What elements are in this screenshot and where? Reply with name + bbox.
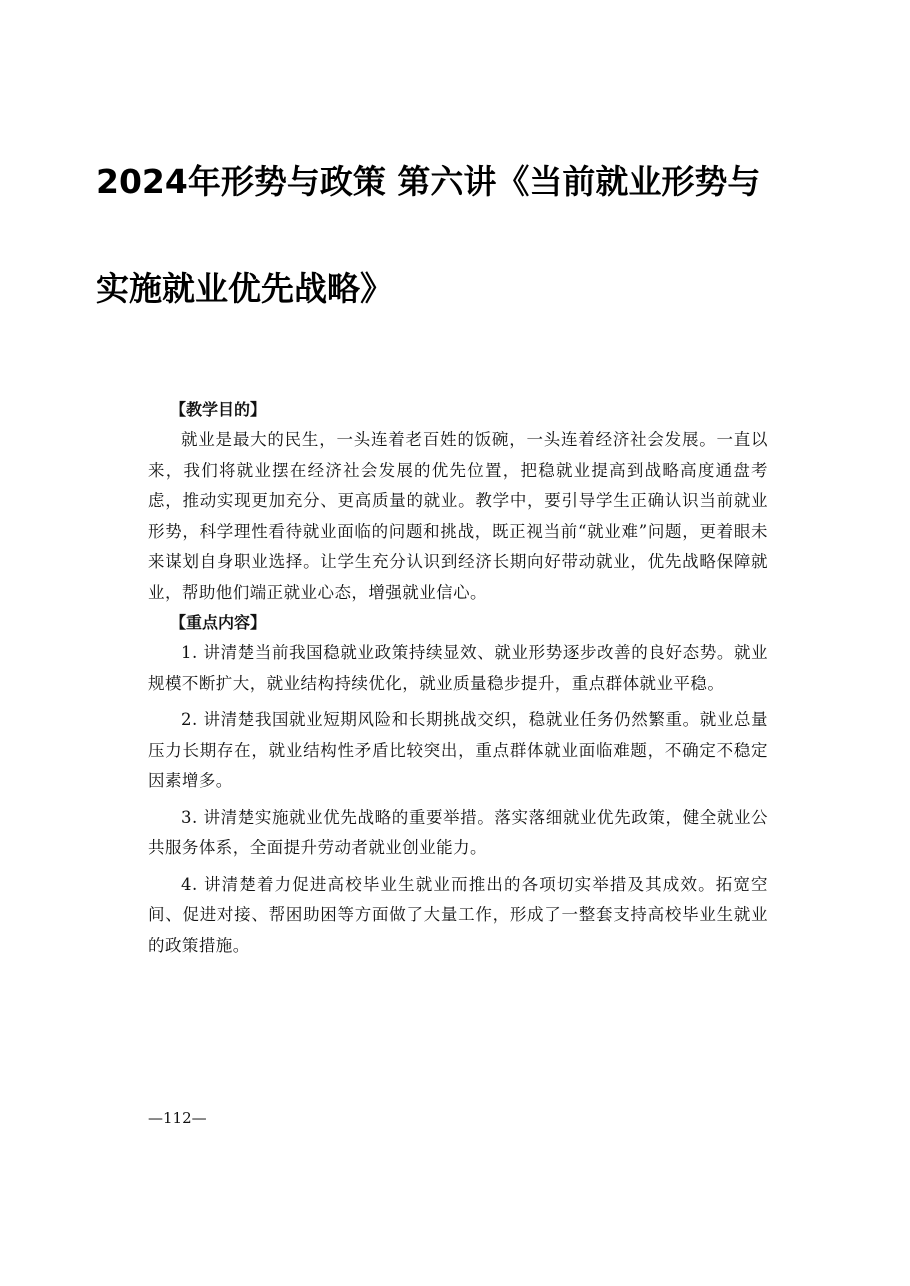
page-number: —112— [148,1109,207,1127]
key-point-4: 4. 讲清楚着力促进高校毕业生就业而推出的各项切实举措及其成效。拓宽空间、促进对接、帮困助困等方面做了大量工作，形成了一整套支持高校毕业生就业的政策措施。 [148,874,768,955]
key-point-1: 1. 讲清楚当前我国稳就业政策持续显效、就业形势逐步改善的良好态势。就业规模不断扩大，就业结构持续优化，就业质量稳步提升，重点群体就业平稳。 [148,643,768,693]
key-point-3: 3. 讲清楚实施就业优先战略的重要举措。落实落细就业优先政策，健全就业公共服务体系，全面提升劳动者就业创业能力。 [148,807,768,857]
document-body [148,395,768,967]
section-heading-key-content: 【重点内容】 [170,613,267,632]
title-line-2: 实施就业优先战略》 [96,269,393,308]
teaching-purpose-paragraph: 就业是最大的民生，一头连着老百姓的饭碗，一头连着经济社会发展。一直以来，我们将就业摆在经济社会发展的优先位置，把稳就业提高到战略高度通盘考虑，推动实现更加充分、更高质量的就业。教学中，要引导学生正确认识当前就业形势，科学理性看待就业面临的问题和挑战，既正视当前“就业难”问题，更着眼未来谋划自身职业选择。让学生充分认识到经济长期向好带动就业，优先战略保障就业，帮助他们端正就业心态，增强就业信心。 [148,430,768,602]
document-title [96,128,816,342]
title-line-1: 2024年形势与政策 第六讲《当前就业形势与 [96,162,761,201]
key-point-2: 2. 讲清楚我国就业短期风险和长期挑战交织，稳就业任务仍然繁重。就业总量压力长期存在，就业结构性矛盾比较突出，重点群体就业面临难题，不确定不稳定因素增多。 [148,710,768,790]
section-heading-teaching-purpose: 【教学目的】 [170,400,267,419]
